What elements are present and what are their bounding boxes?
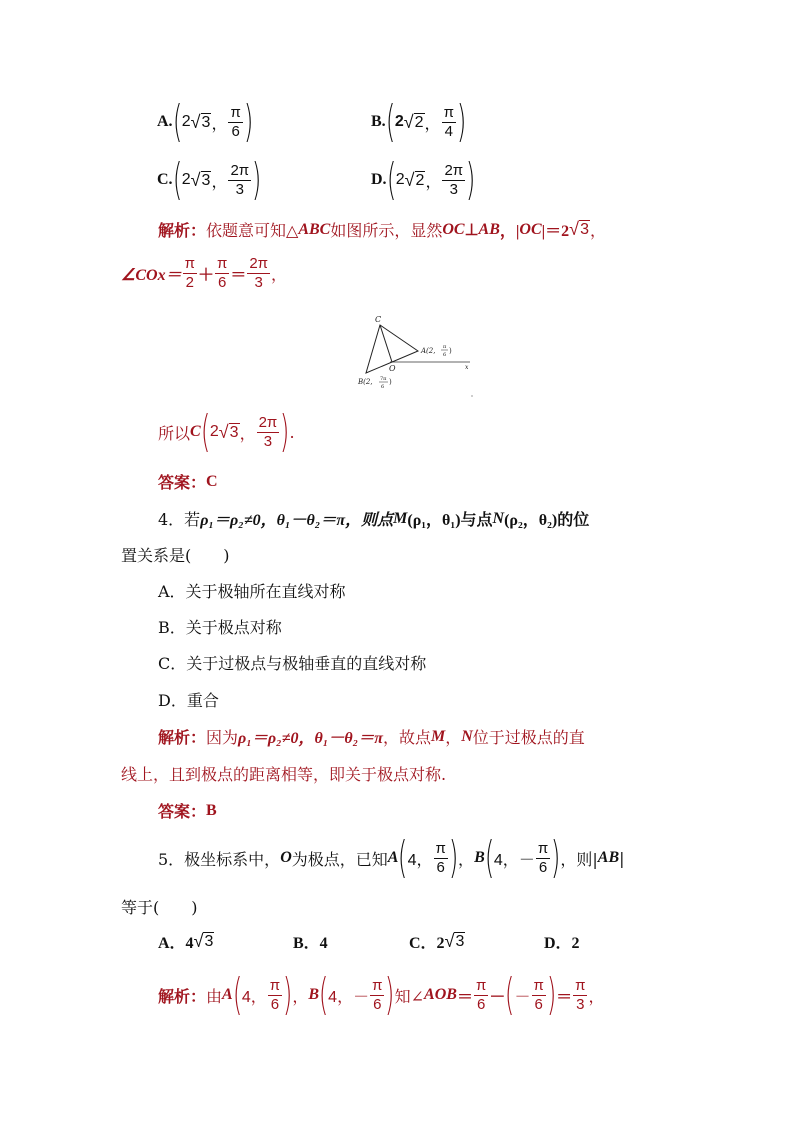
option-label: D. [371,171,387,188]
segment-oc: OC [519,220,542,238]
fraction: $\frac{\pi}{3}$ [575,976,586,1013]
point-a-close: ) [449,347,452,355]
point-b-close: ) [389,378,392,386]
sqrt: √ 3 [190,111,211,132]
fraction: $\frac{\pi}{6}$ [537,839,549,876]
analysis-text: ，| [499,223,520,240]
option-label: C. [157,171,173,188]
left-paren: ( [318,969,329,1020]
answer-value: C [206,472,218,490]
left-paren: ( [172,154,182,205]
analysis-text: ， [589,221,606,240]
option-text: C．关于过极点与极轴垂直的直线对称 [158,654,427,673]
answer-value: B [206,801,217,819]
segment-ab: AB [597,849,620,866]
point-a-num: π [443,344,447,350]
sqrt: √ 3 [444,931,465,951]
left-paren: ( [505,969,515,1020]
point-m: M [393,509,408,527]
comma: ， [424,115,441,133]
q4-answer [158,799,794,822]
negative: － [518,849,535,869]
q4-option-b [158,615,794,638]
left-paren: ( [200,406,210,457]
point-c-label: C [375,315,382,324]
stem-math: (ρ₁，θ₁)与点 [407,512,493,529]
axis-x-label: x [465,364,469,371]
q4-option-a [158,579,794,602]
q3-answer [158,470,794,493]
point-a: A [222,986,233,1003]
sqrt: √ 3 [569,219,589,239]
coef: 2 [395,171,405,188]
answer-heading: 答案： [158,802,207,821]
analysis-text: |＝2 [541,223,570,240]
plus: ＋ [197,266,214,284]
stem-text: 4．若 [158,510,201,529]
radius: 4， [328,988,354,1006]
negative: － [353,986,370,1006]
stem-text: 5．极坐标系中， [158,849,281,869]
stem-math: ρ₁＝ρ₂≠0，θ₁－θ₂＝π，则点 [200,512,394,529]
point-b: B [308,986,319,1003]
q3-conclusion [158,406,794,457]
comma: ， [239,425,256,443]
fraction: $\frac{\pi}{4}$ [443,103,454,140]
fraction: $\frac{\pi}{6}$ [216,255,228,291]
q4-analysis-line2 [121,762,794,785]
coef: 2 [181,171,191,188]
stem-math: (ρ₂，θ₂)的位 [504,512,590,529]
q4-option-c [158,651,794,674]
fraction: $\frac{2\pi}{3}$ [258,413,278,450]
right-paren: ) [243,96,254,147]
minus: － [489,988,506,1006]
stem-text: ， [458,849,475,869]
negative: － [514,986,531,1006]
triangle-name: ABC [298,220,331,238]
q3-option-c [157,154,262,205]
q5-option-a [158,930,214,953]
stem-text: 等于( ) [121,898,198,917]
analysis-text: 如图所示，显然 [330,221,443,240]
q5-option-c [409,930,465,953]
equals: ＝ [456,988,473,1006]
analysis-text: 位于过极点的直 [472,728,585,747]
point-n: N [492,509,505,527]
q3-option-d [371,154,476,205]
q5-option-b [293,930,328,953]
point-a-label: A(2, [421,347,436,355]
right-paren: ) [448,832,459,883]
segment-ab: AB [478,220,500,238]
point-b-label: B(2, [358,378,373,386]
fraction: $\frac{\pi}{6}$ [230,103,241,140]
stem-text: 为极点，已知 [291,849,388,869]
right-paren: ) [466,154,476,205]
left-paren: ( [484,832,495,883]
option-text: A．关于极轴所在直线对称 [158,582,346,601]
q4-option-d [158,688,794,711]
right-paren: ) [252,154,262,205]
point-m: M [430,727,446,745]
fraction: $\frac{\pi}{6}$ [435,839,446,876]
analysis-heading: 解析： [158,986,207,1006]
analysis-math: ρ₁＝ρ₂≠0，θ₁－θ₂＝π [238,730,383,747]
triangle-diagram [352,310,478,400]
equals: ＝ [230,266,247,284]
comma: ， [425,173,442,191]
left-paren: ( [232,969,243,1020]
q5-analysis-line1 [158,969,794,1020]
perp-symbol: ⊥ [464,221,479,239]
analysis-text: ， [271,264,288,284]
point-c: C [190,423,201,440]
analysis-heading: 解析： [158,728,207,747]
right-paren: ) [546,969,557,1020]
radius: 4， [241,988,267,1006]
point-b: B [474,849,485,866]
analysis-text: 因为 [206,728,239,747]
answer-heading: 答案： [158,473,207,492]
option-label: A. [157,113,173,130]
fraction: $\frac{2\pi}{3}$ [444,161,464,198]
fraction: $\frac{\pi}{6}$ [372,976,383,1013]
option-text: D．重合 [158,691,219,710]
q3-option-a [157,96,254,147]
q4-stem-line1 [158,507,794,530]
fraction: $\frac{2\pi}{3}$ [249,255,269,291]
coef: 2 [209,423,219,440]
point-o: O [280,849,292,866]
analysis-text: 依题意可知△ [206,221,299,240]
equals: ＝ [556,988,573,1006]
radius: 4， [407,851,433,869]
conclusion-text: 所以 [158,423,191,443]
fraction: $\frac{\pi}{2}$ [184,255,195,291]
fraction: $\frac{\pi}{6}$ [269,976,281,1013]
analysis-text: 由 [206,986,223,1006]
sqrt: √ 2 [404,169,425,190]
option-label: B. [371,113,386,130]
comma: ， [211,115,228,133]
analysis-text: ， [292,986,309,1006]
point-b-den: 6 [381,384,385,390]
q3-option-b [371,96,467,147]
right-paren: ) [280,406,290,457]
angle-cox: ∠COx＝ [121,266,182,284]
point-b-num: 7π [380,376,387,382]
point-a-den: 6 [443,352,447,358]
segment-oc: OC [442,220,465,238]
analysis-text: ，故点 [382,728,431,747]
analysis-heading: 解析： [158,221,207,240]
stem-text: | [619,848,625,868]
q5-option-d [544,930,580,953]
option-text: A．4 [158,935,194,952]
point-a: A [387,849,399,866]
left-paren: ( [385,96,395,147]
right-paren: ) [283,969,293,1020]
q5-stem-line1 [158,832,794,883]
right-paren: ) [456,96,467,147]
analysis-text: 知∠ [394,986,425,1006]
option-text: B．4 [293,935,328,952]
sqrt: √ 3 [218,421,239,442]
point-o-label: O [389,364,396,373]
angle-aob: AOB [424,986,457,1003]
sqrt: √ 3 [193,931,214,951]
analysis-text: ， [445,728,462,747]
q3-analysis-line2 [121,256,794,291]
q4-analysis-line1 [158,725,794,748]
segment-oc [380,325,392,362]
analysis-text: ， [588,986,605,1006]
radius: 4， [493,851,519,869]
q4-stem-line2 [121,543,794,566]
sqrt: √ 2 [403,111,424,132]
q5-stem-line2 [121,895,794,918]
coef: 2 [181,113,191,130]
left-paren: ( [172,96,182,147]
analysis-text: 线上，且到极点的距离相等，即关于极点对称. [121,765,447,784]
fraction: $\frac{2\pi}{3}$ [230,161,250,198]
option-text: B．关于极点对称 [158,618,282,637]
left-paren: ( [386,154,396,205]
conclusion-text: . [289,422,295,442]
option-text: D．2 [544,935,580,952]
sqrt: √ 3 [190,169,211,190]
right-paren: ) [551,832,561,883]
stem-text: ，则| [560,849,598,869]
fraction: $\frac{\pi}{6}$ [533,976,544,1013]
right-paren: ) [385,969,395,1020]
option-text: C．2 [409,935,445,952]
coef: 2 [394,113,404,130]
point-n: N [461,727,473,745]
stem-text: 置关系是( ) [121,546,230,565]
fraction: $\frac{\pi}{6}$ [475,976,487,1013]
comma: ， [211,173,228,191]
q3-analysis-line1 [158,218,794,241]
left-paren: ( [398,832,408,883]
